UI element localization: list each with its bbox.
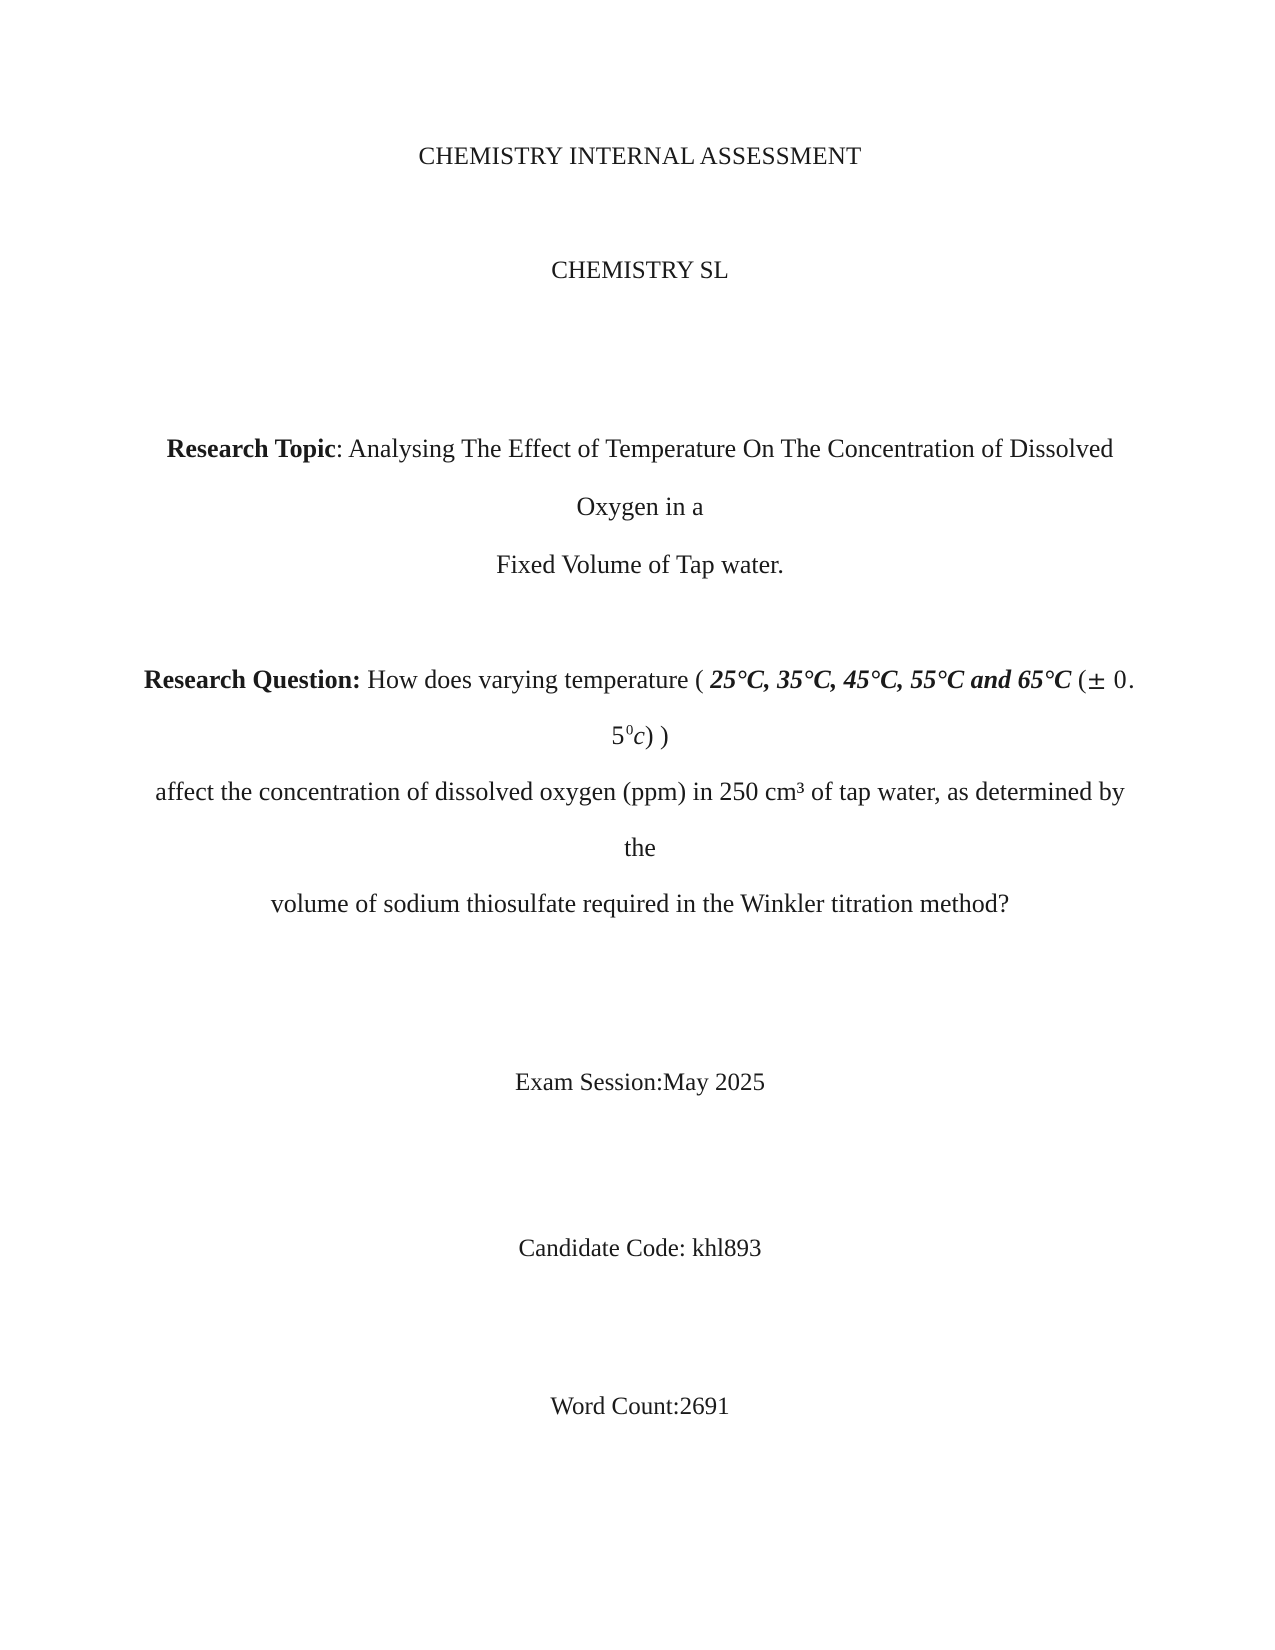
research-topic-separator: : [335,434,349,463]
research-topic-line-2: Fixed Volume of Tap water. [496,550,784,579]
research-question-line-2: affect the concentration of dissolved oxygen (ppm) in 250 cm³ of tap water, as determined by the [155,777,1125,862]
subject-line: CHEMISTRY SL [551,257,729,284]
research-question-label: Research Question: [143,665,361,694]
exam-session: Exam Session:May 2025 [515,1069,765,1096]
word-count: Word Count:2691 [550,1393,730,1420]
research-question-block [140,652,1140,932]
research-topic-block [140,420,1140,594]
candidate-code: Candidate Code: khl893 [518,1235,762,1262]
research-question-line-3: volume of sodium thiosulfate required in the Winkler titration method? [270,889,1010,918]
uncertainty-value: 0. 5 [611,665,1137,750]
page-content [140,0,1140,1422]
plus-minus-icon: ± [1086,667,1107,695]
research-question-lead: How does varying temperature ( [360,665,711,694]
research-question-line-1 [140,652,1140,764]
uncertainty-unit: c [633,721,645,750]
uncertainty-open-paren: ( [1071,665,1087,694]
research-topic-text-line-1: Analysing The Effect of Temperature On The Concentration of Dissolved Oxygen in a [348,434,1114,521]
research-topic-line-1 [140,420,1140,536]
uncertainty-close-paren: ) ) [644,721,669,750]
page-title: CHEMISTRY INTERNAL ASSESSMENT [418,143,862,170]
research-topic-label: Research Topic [166,434,336,463]
degree-superscript: 0 [625,722,634,739]
temperature-values: 25°C, 35°C, 45°C, 55°C and 65°C [710,665,1072,694]
